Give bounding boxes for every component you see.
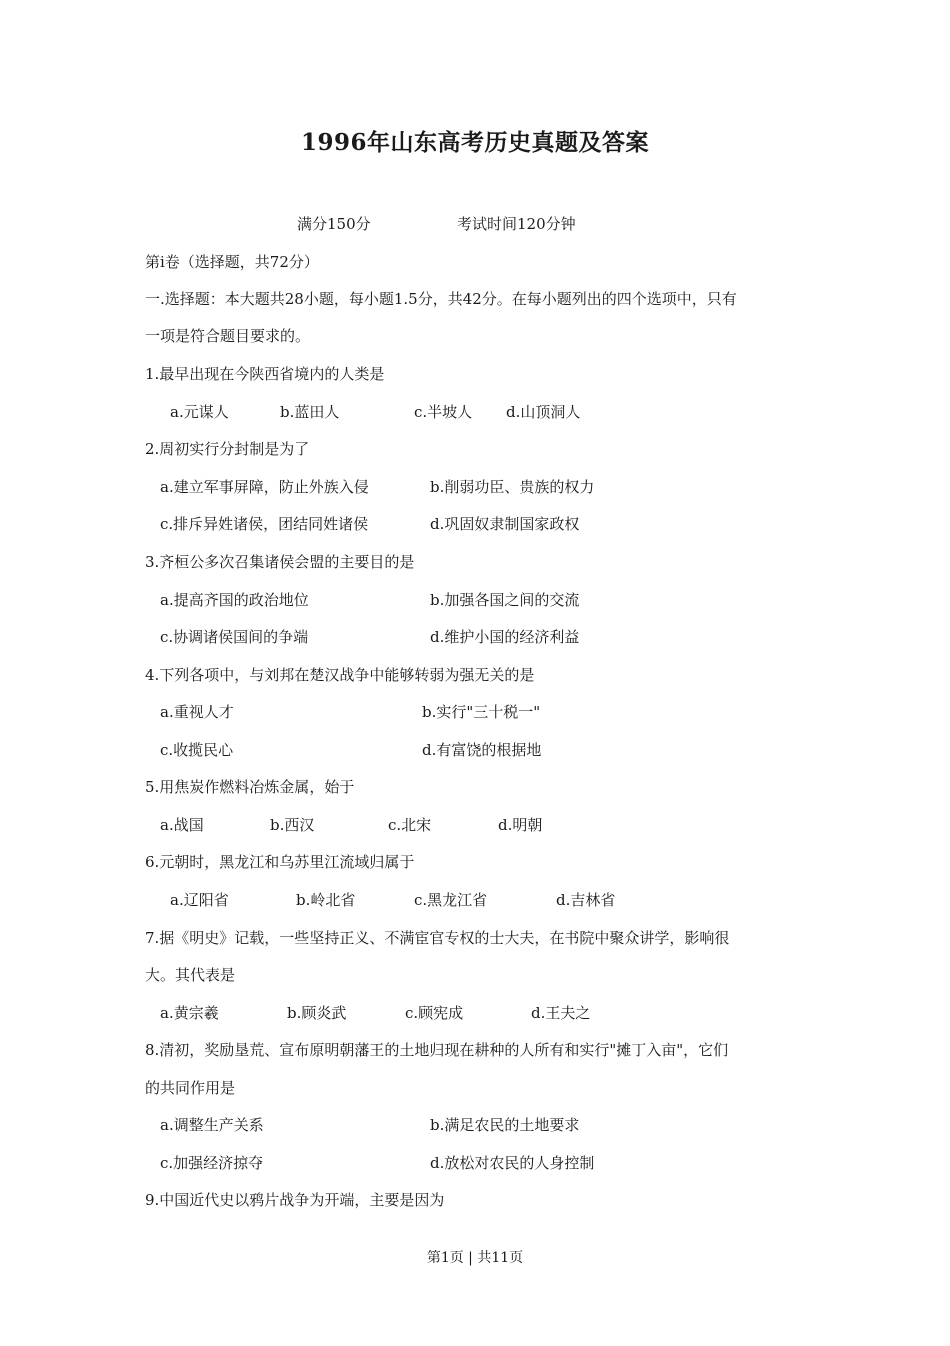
question-7-option-d: d.王夫之 xyxy=(531,1004,591,1022)
question-3-option-b: b.加强各国之间的交流 xyxy=(430,591,580,609)
question-2-stem: 2.周初实行分封制是为了 xyxy=(145,440,310,458)
question-5-option-b: b.西汉 xyxy=(270,816,315,834)
question-5-stem: 5.用焦炭作燃料冶炼金属，始于 xyxy=(145,778,355,796)
question-5-option-c: c.北宋 xyxy=(388,816,432,834)
question-7-stem-continued: 大。其代表是 xyxy=(145,966,236,984)
question-7-option-a: a.黄宗羲 xyxy=(160,1004,219,1022)
question-7-stem: 7.据《明史》记载，一些坚持正义、不满宦官专权的士大夫，在书院中聚众讲学，影响很 xyxy=(145,929,730,947)
question-2-option-b: b.削弱功臣、贵族的权力 xyxy=(430,478,595,496)
question-3-stem: 3.齐桓公多次召集诸侯会盟的主要目的是 xyxy=(145,553,415,571)
question-1-option-a: a.元谋人 xyxy=(170,403,229,421)
question-7-option-b: b.顾炎武 xyxy=(287,1004,347,1022)
question-2-option-a: a.建立军事屏障，防止外族入侵 xyxy=(160,478,369,496)
question-6-option-d: d.吉林省 xyxy=(556,891,616,909)
question-8-option-d: d.放松对农民的人身控制 xyxy=(430,1154,595,1172)
full-score: 满分150分 xyxy=(297,215,371,233)
question-4-stem: 4.下列各项中，与刘邦在楚汉战争中能够转弱为强无关的是 xyxy=(145,666,535,684)
question-6-stem: 6.元朝时，黑龙江和乌苏里江流域归属于 xyxy=(145,853,415,871)
question-4-option-b: b.实行"三十税一" xyxy=(422,703,541,721)
question-4-option-a: a.重视人才 xyxy=(160,703,234,721)
instructions-line-1: 一.选择题：本大题共28小题，每小题1.5分，共42分。在每小题列出的四个选项中，只有 xyxy=(145,290,737,308)
question-3-option-a: a.提高齐国的政治地位 xyxy=(160,591,309,609)
question-3-option-c: c.协调诸侯国间的争端 xyxy=(160,628,309,646)
question-1-stem: 1.最早出现在今陕西省境内的人类是 xyxy=(145,365,385,383)
question-1-option-c: c.半坡人 xyxy=(414,403,473,421)
question-9-stem: 9.中国近代史以鸦片战争为开端，主要是因为 xyxy=(145,1191,445,1209)
exam-time: 考试时间120分钟 xyxy=(457,215,576,233)
question-3-option-d: d.维护小国的经济利益 xyxy=(430,628,580,646)
question-8-option-b: b.满足农民的土地要求 xyxy=(430,1116,580,1134)
question-5-option-d: d.明朝 xyxy=(498,816,543,834)
instructions-line-2: 一项是符合题目要求的。 xyxy=(145,327,311,345)
question-8-option-c: c.加强经济掠夺 xyxy=(160,1154,264,1172)
question-4-option-c: c.收揽民心 xyxy=(160,741,234,759)
question-8-stem-continued: 的共同作用是 xyxy=(145,1079,236,1097)
question-4-option-d: d.有富饶的根据地 xyxy=(422,741,542,759)
question-1-option-d: d.山顶洞人 xyxy=(506,403,581,421)
section-heading: 第ⅰ卷（选择题，共72分） xyxy=(145,253,319,271)
page-footer: 第1页 | 共11页 xyxy=(426,1250,524,1266)
question-8-option-a: a.调整生产关系 xyxy=(160,1116,264,1134)
page-title: 1996年山东高考历史真题及答案 xyxy=(300,129,649,156)
question-8-stem: 8.清初，奖励垦荒、宣布原明朝藩王的土地归现在耕种的人所有和实行"摊丁入亩"，它们 xyxy=(145,1041,729,1059)
question-6-option-a: a.辽阳省 xyxy=(170,891,229,909)
question-6-option-b: b.岭北省 xyxy=(296,891,356,909)
question-5-option-a: a.战国 xyxy=(160,816,204,834)
question-2-option-c: c.排斥异姓诸侯，团结同姓诸侯 xyxy=(160,515,369,533)
question-7-option-c: c.顾宪成 xyxy=(405,1004,464,1022)
question-1-option-b: b.蓝田人 xyxy=(280,403,340,421)
question-6-option-c: c.黑龙江省 xyxy=(414,891,488,909)
question-2-option-d: d.巩固奴隶制国家政权 xyxy=(430,515,580,533)
